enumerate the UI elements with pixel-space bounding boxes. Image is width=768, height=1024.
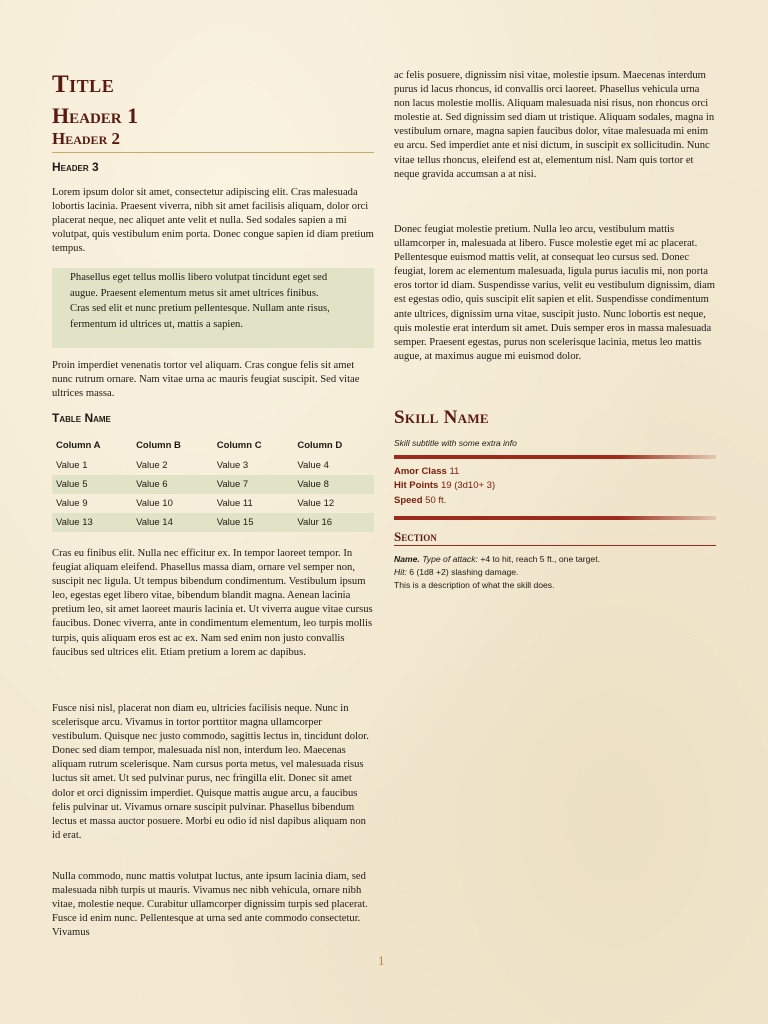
- data-table: [52, 434, 374, 532]
- table-cell: Value 4: [297, 460, 329, 471]
- header-3: Header 3: [52, 160, 99, 174]
- table-cell: Value 13: [52, 513, 132, 532]
- table-cell: Value 5: [52, 475, 132, 494]
- action-name: Name.: [394, 554, 420, 564]
- skill-subtitle: Skill subtitle with some extra info: [394, 438, 517, 448]
- action-entry: [394, 553, 716, 579]
- hit-points-stat: [394, 480, 495, 491]
- table-name: Table Name: [52, 411, 111, 425]
- table-row: [52, 513, 374, 532]
- hit-text: 6 (1d8 +2) slashing damage.: [409, 567, 519, 577]
- skill-description: This is a description of what the skill does.: [394, 580, 555, 590]
- armor-class-stat: [394, 466, 459, 477]
- table-cell: Value 2: [136, 460, 168, 471]
- table-row: [52, 475, 374, 494]
- table-cell: Value 3: [216, 460, 249, 471]
- table-cell: Value 1: [56, 460, 88, 471]
- table-cell: Value 10: [136, 498, 173, 509]
- stat-label: Speed: [394, 495, 423, 506]
- table-cell: Value 12: [297, 498, 335, 509]
- table-cell: Valur 16: [293, 513, 374, 532]
- paragraph: Proin imperdiet venenatis tortor vel aliquam. Cras congue felis sit amet nunc rutrum ornare. Nam vitae urna ac mauris feugiat suscipit. Sed vitae ultrices massa.: [52, 360, 360, 400]
- table-row: [52, 494, 374, 513]
- stat-block-divider: [394, 455, 716, 459]
- table-cell: Value 15: [213, 513, 294, 532]
- stat-value: 19 (3d10+ 3): [440, 480, 496, 491]
- table-header-row: [52, 434, 374, 456]
- column-header: Column D: [297, 439, 343, 451]
- page-title: Title: [52, 71, 115, 98]
- note-text: Phasellus eget tellus mollis libero volutpat tincidunt eget sed augue. Praesent elementum metus sit amet ultrices finibus. Cras sed elit et nunc pretium pellentesque. Nullam ante risus, fermentum id ultrices ut, mattis a sapien.: [70, 272, 330, 330]
- action-text: +4 to hit, reach 5 ft., one target.: [480, 554, 600, 564]
- paragraph: Lorem ipsum dolor sit amet, consectetur adipiscing elit. Cras malesuada lobortis lacinia. Praesent viverra, nibh sit amet facilisis aliquam, dolor orci placerat neque, nec aliquet ante velit et nulla. Sed sodales sapien a mi volutpat, quis vestibulum enim porta. Donec congue sapien id diam pretium tempus.: [52, 187, 374, 255]
- action-type: Type of attack:: [422, 554, 478, 564]
- stat-value: 50 ft.: [425, 495, 447, 506]
- header-2-rule: [52, 152, 374, 153]
- page-number: 1: [378, 953, 385, 968]
- paragraph: Donec feugiat molestie pretium. Nulla leo arcu, vestibulum mattis ullamcorper in, malesuada at libero. Fusce molestie eget mi ac placerat. Pellentesque euismod mattis velit, at consequat leo cursus sed. Donec feugiat, lorem ac elementum malesuada, ligula purus iaculis mi, non porta eros tortor id diam. Suspendisse varius, velit eu vestibulum dignissim, diam est egestas odio, quis suscipit elit sapien et elit. Suspendisse condimentum ante ultrices, dignissim urna vitae, suscipit justo. Nunc lobortis est neque, quis molestie erat interdum sit amet. Duis semper eros in massa malesuada semper. Praesent egestas, purus non scelerisque lacinia, metus leo mattis augue, at maximus augue mi euismod dolor.: [394, 224, 716, 362]
- table-cell: Value 9: [56, 498, 88, 509]
- stat-value: 11: [449, 466, 460, 477]
- stat-label: Amor Class: [394, 466, 447, 477]
- note-box: [52, 268, 374, 348]
- hit-label: Hit:: [394, 567, 407, 577]
- section-heading: Section: [394, 529, 437, 544]
- table-row: [52, 456, 374, 475]
- column-header: Column A: [56, 439, 101, 451]
- table-cell: Value 11: [216, 498, 253, 509]
- table-cell: Value 6: [132, 475, 213, 494]
- stat-label: Hit Points: [394, 480, 439, 491]
- paragraph: ac felis posuere, dignissim nisi vitae, molestie ipsum. Maecenas interdum purus id lacus rhoncus, id convallis orci laoreet. Phasellus vehicula urna non lacus molestie mollis. Aliquam malesuada nisi risus, non rhoncus orci molestie at. Sed dignissim sed diam ut tristique. Aliquam sodales, magna in vestibulum ornare, magna sapien faucibus dolor, vitae malesuada mi enim eu arcu. Sed imperdiet ante et nisi dictum, in suscipit ex sollicitudin. Nunc vitae tellus rhoncus, eleifend est at, elementum nisl. Nam quis tortor et neque gravida accumsan a at nisi.: [394, 70, 715, 180]
- speed-stat: [394, 495, 446, 506]
- stat-block-divider: [394, 516, 716, 520]
- header-1: Header 1: [52, 103, 139, 128]
- skill-name: Skill Name: [394, 407, 489, 428]
- header-2: Header 2: [52, 129, 120, 148]
- column-header: Column C: [216, 439, 262, 451]
- table-cell: Value 8: [293, 475, 374, 494]
- table-cell: Value 14: [132, 513, 213, 532]
- column-header: Column B: [136, 439, 181, 451]
- table-cell: Value 7: [213, 475, 294, 494]
- paragraph: Nulla commodo, nunc mattis volutpat luctus, ante ipsum lacinia diam, sed malesuada nibh turpis ut mauris. Vivamus nec nibh vehicula, ornare nibh vitae, molestie neque. Curabitur ullamcorper dignissim turpis sed placerat. Fusce id enim nunc. Pellentesque at urna sed ante commodo consectetur. Vivamus: [52, 871, 368, 939]
- section-rule: [394, 545, 716, 546]
- paragraph: Fusce nisi nisl, placerat non diam eu, ultricies facilisis neque. Nunc in scelerisque arcu. Vivamus in tortor porttitor magna ullamcorper vestibulum. Quisque nec justo commodo, sagittis lectus in, tincidunt dolor. Donec sed diam tempor, malesuada nisl non, interdum leo. Maecenas aliquam rutrum scelerisque. Nam cursus porta metus, vel malesuada risus luctus sit amet. Ut sed pulvinar purus, nec fringilla elit. Donec sit amet dolor et orci dignissim imperdiet. Quisque mattis augue arcu, a faucibus felis pulvinar ut. Vivamus ornare suscipit pulvinar. Phasellus bibendum lectus et massa auctor posuere. Morbi eu odio id nisl dapibus aliquam non id erat.: [52, 703, 369, 841]
- paragraph: Cras eu finibus elit. Nulla nec efficitur ex. In tempor laoreet tempor. In feugiat aliquam eleifend. Phasellus massa diam, ornare vel semper non, suscipit nec ligula. Ut tempus bibendum condimentum. Vestibulum ipsum leo, egestas eget libero vitae, bibendum blandit magna. Aenean lacinia pretium leo, sit amet laoreet mauris lacinia et. Ut viverra augue vitae cursus faucibus. Donec viverra, ante in condimentum elementum, leo turpis mollis turpis, quis aliquam eros est ac ex. Nam sed enim non justo convallis faucibus sed ultrices elit. Etiam pretium a lorem ac dapibus.: [52, 548, 373, 658]
